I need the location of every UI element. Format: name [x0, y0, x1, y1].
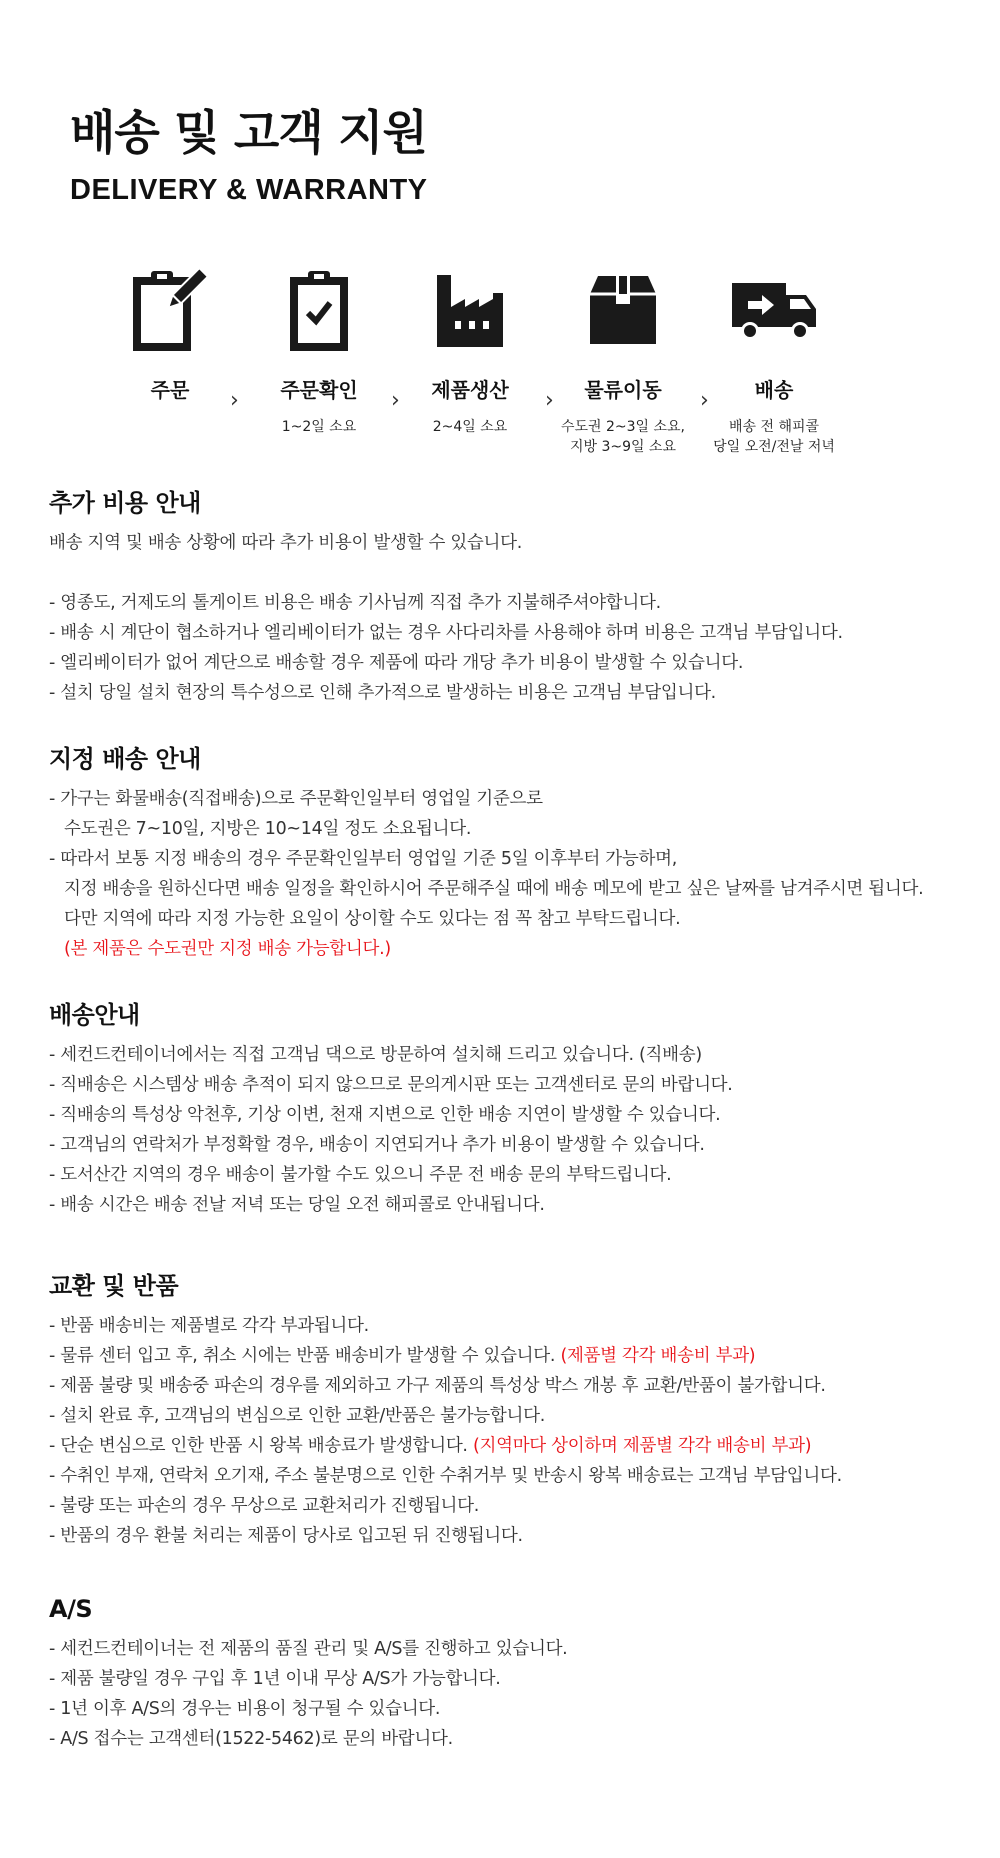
page-subtitle: DELIVERY & WARRANTY	[70, 174, 428, 206]
chevron-right-icon: ›	[545, 388, 554, 413]
process-step-label: 제품생산	[431, 378, 509, 402]
factory-icon	[435, 273, 505, 347]
list-item: - A/S 접수는 고객센터(1522-5462)로 문의 바랍니다.	[49, 1729, 453, 1749]
section-title: 배송안내	[49, 1001, 140, 1029]
list-item: - 세컨드컨테이너는 전 제품의 품질 관리 및 A/S를 진행하고 있습니다.	[49, 1639, 568, 1659]
list-item: - 배송 시 계단이 협소하거나 엘리베이터가 없는 경우 사다리차를 사용해야 하며 비용은 고객님 부담입니다.	[49, 623, 843, 643]
list-item: - 직배송은 시스템상 배송 추적이 되지 않으므로 문의게시판 또는 고객센터로 문의 바랍니다.	[49, 1075, 733, 1095]
section-title: A/S	[49, 1595, 93, 1623]
list-item: - 제품 불량일 경우 구입 후 1년 이내 무상 A/S가 가능합니다.	[49, 1669, 501, 1689]
list-item: - 반품 배송비는 제품별로 각각 부과됩니다.	[49, 1316, 369, 1336]
list-item: - 배송 시간은 배송 전날 저녁 또는 당일 오전 해피콜로 안내됩니다.	[49, 1195, 545, 1215]
list-item-continued: 지정 배송을 원하신다면 배송 일정을 확인하시어 주문해주실 때에 배송 메모에 받고 싶은 날짜를 남겨주시면 됩니다.	[64, 879, 924, 899]
list-item: - 고객님의 연락처가 부정확할 경우, 배송이 지연되거나 추가 비용이 발생할 수 있습니다.	[49, 1135, 705, 1155]
process-step-label: 주문	[150, 378, 190, 402]
list-item-text: - 단순 변심으로 인한 반품 시 왕복 배송료가 발생합니다.	[49, 1436, 468, 1456]
section-title: 지정 배송 안내	[49, 745, 201, 773]
list-item: - 1년 이후 A/S의 경우는 비용이 청구될 수 있습니다.	[49, 1699, 441, 1719]
list-item: - 설치 당일 설치 현장의 특수성으로 인해 추가적으로 발생하는 비용은 고객님 부담입니다.	[49, 683, 716, 703]
list-item-text: - 물류 센터 입고 후, 취소 시에는 반품 배송비가 발생할 수 있습니다.	[49, 1346, 556, 1366]
process-step-desc: 수도권 2~3일 소요, 지방 3~9일 소요	[560, 419, 686, 455]
process-step-label: 배송	[754, 378, 794, 402]
notice-text: (제품별 각각 배송비 부과)	[560, 1346, 756, 1366]
chevron-right-icon: ›	[700, 388, 709, 413]
page-title: 배송 및 고객 지원	[70, 106, 427, 161]
list-item: - 설치 완료 후, 고객님의 변심으로 인한 교환/반품은 불가능합니다.	[49, 1406, 545, 1426]
process-step-desc: 배송 전 해피콜 당일 오전/전날 저녁	[713, 419, 835, 455]
clipboard-check-icon	[286, 267, 352, 353]
section-after-service	[49, 1594, 979, 1754]
list-item: - 제품 불량 및 배송중 파손의 경우를 제외하고 가구 제품의 특성상 박스 개봉 후 교환/반품이 불가합니다.	[49, 1376, 826, 1396]
section-intro: 배송 지역 및 배송 상황에 따라 추가 비용이 발생할 수 있습니다.	[49, 533, 523, 553]
process-step-desc: 1~2일 소요	[281, 419, 357, 435]
chevron-right-icon: ›	[230, 388, 239, 413]
list-item: - 따라서 보통 지정 배송의 경우 주문확인일부터 영업일 기준 5일 이후부터 가능하며,	[49, 849, 677, 869]
clipboard-pen-icon	[129, 267, 211, 353]
list-item: - 세컨드컨테이너에서는 직접 고객님 댁으로 방문하여 설치해 드리고 있습니다. (직배송)	[49, 1045, 702, 1065]
list-item: - 도서산간 지역의 경우 배송이 불가할 수도 있으니 주문 전 배송 문의 부탁드립니다.	[49, 1165, 672, 1185]
list-item: - 불량 또는 파손의 경우 무상으로 교환처리가 진행됩니다.	[49, 1496, 480, 1516]
section-scheduled-delivery	[49, 744, 979, 964]
list-item: - 엘리베이터가 없어 계단으로 배송할 경우 제품에 따라 개당 추가 비용이 발생할 수 있습니다.	[49, 653, 744, 673]
list-item: - 반품의 경우 환불 처리는 제품이 당사로 입고된 뒤 진행됩니다.	[49, 1526, 523, 1546]
process-step-label: 물류이동	[584, 378, 662, 402]
section-extra-cost	[49, 488, 979, 708]
list-item-continued: 다만 지역에 따라 지정 가능한 요일이 상이할 수도 있다는 점 꼭 참고 부탁드립니다.	[64, 909, 681, 929]
list-item	[49, 1341, 979, 1371]
list-item-continued: 수도권은 7~10일, 지방은 10~14일 정도 소요됩니다.	[64, 819, 472, 839]
section-returns	[49, 1271, 979, 1551]
process-step-label: 주문확인	[280, 378, 358, 402]
notice-text: (본 제품은 수도권만 지정 배송 가능합니다.)	[64, 939, 391, 959]
section-delivery-info	[49, 1000, 979, 1220]
box-icon	[588, 274, 658, 346]
process-step-desc: 2~4일 소요	[432, 419, 508, 435]
section-title: 교환 및 반품	[49, 1272, 179, 1300]
list-item: - 영종도, 거제도의 톨게이트 비용은 배송 기사님께 직접 추가 지불해주셔야합니다.	[49, 593, 661, 613]
truck-icon	[730, 279, 818, 341]
section-title: 추가 비용 안내	[49, 489, 201, 517]
list-item	[49, 1431, 979, 1461]
list-item: - 직배송의 특성상 악천후, 기상 이변, 천재 지변으로 인한 배송 지연이 발생할 수 있습니다.	[49, 1105, 721, 1125]
process-step-delivery	[684, 264, 864, 457]
notice-text: (지역마다 상이하며 제품별 각각 배송비 부과)	[472, 1436, 812, 1456]
chevron-right-icon: ›	[391, 388, 400, 413]
list-item: - 가구는 화물배송(직접배송)으로 주문확인일부터 영업일 기준으로	[49, 789, 543, 809]
list-item: - 수취인 부재, 연락처 오기재, 주소 불분명으로 인한 수취거부 및 반송시 왕복 배송료는 고객님 부담입니다.	[49, 1466, 842, 1486]
